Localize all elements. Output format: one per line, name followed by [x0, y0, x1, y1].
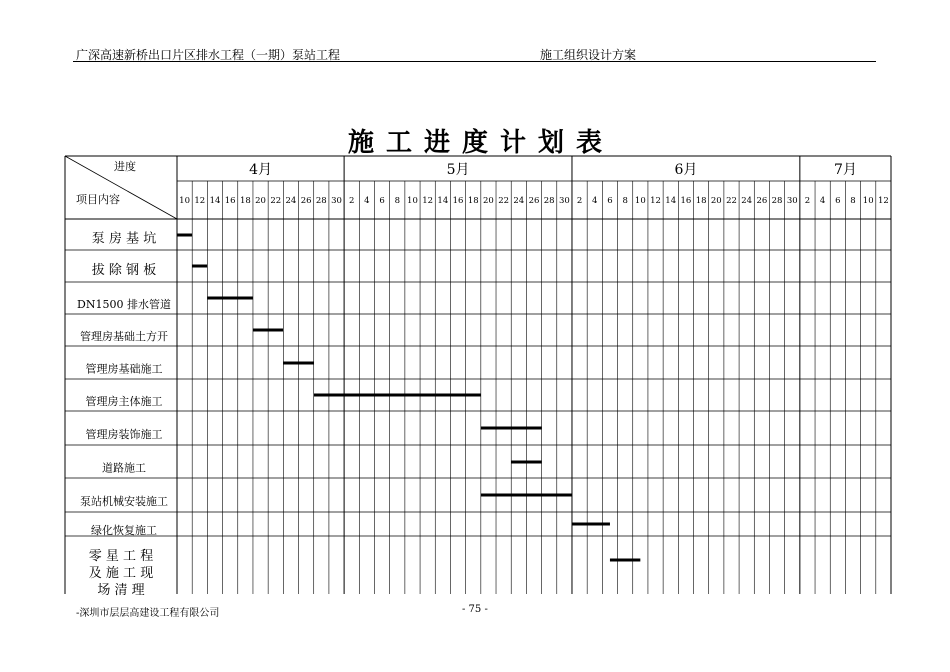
header-project-name: 广深高速新桥出口片区排水工程（一期）泵站工程	[76, 48, 341, 62]
month-label: 5月	[446, 162, 470, 178]
day-label: 2	[804, 196, 811, 206]
day-label: 4	[819, 196, 826, 206]
day-label: 20	[255, 196, 266, 206]
day-label: 26	[756, 196, 768, 206]
task-label: 泵 房 基 坑	[91, 231, 157, 247]
day-label: 12	[422, 196, 434, 206]
day-label: 16	[452, 196, 464, 206]
day-label: 4	[592, 196, 598, 206]
day-label: 2	[576, 196, 583, 206]
day-label: 8	[622, 196, 628, 206]
corner-progress-label: 进度	[114, 160, 136, 173]
day-label: 16	[680, 196, 692, 206]
task-label: 拔 除 钢 板	[91, 263, 157, 278]
day-label: 26	[528, 196, 540, 206]
month-label: 6月	[674, 162, 698, 178]
day-label: 30	[558, 196, 570, 206]
task-label: 管理房基础施工	[85, 362, 163, 376]
task-label-line: 及 施 工 现	[88, 566, 154, 581]
day-label: 18	[467, 196, 479, 206]
day-label: 24	[513, 196, 525, 206]
day-label: 28	[315, 196, 327, 206]
day-label: 24	[741, 196, 753, 206]
day-label: 28	[543, 196, 555, 206]
task-label-line: 场 清 理	[97, 583, 145, 598]
day-label: 4	[364, 196, 370, 206]
page-title: 施工进度计划表	[347, 128, 614, 158]
header-document-title: 施工组织设计方案	[540, 48, 637, 62]
day-label: 30	[786, 196, 798, 206]
task-label-line: 零 星 工 程	[88, 549, 154, 564]
day-label: 8	[394, 196, 400, 206]
day-label: 2	[348, 196, 355, 206]
day-label: 16	[224, 196, 236, 206]
day-label: 20	[710, 196, 722, 206]
day-label: 14	[209, 196, 221, 206]
day-label: 30	[331, 196, 342, 206]
day-label: 10	[407, 196, 418, 206]
day-label: 22	[726, 196, 737, 206]
day-label: 28	[771, 196, 783, 206]
day-label: 10	[179, 196, 191, 206]
day-label: 10	[862, 196, 874, 206]
day-label: 12	[650, 196, 661, 206]
month-label: 4月	[249, 162, 273, 178]
day-label: 22	[498, 196, 510, 206]
task-label: 管理房主体施工	[85, 395, 163, 408]
task-label: 泵站机械安装施工	[80, 495, 168, 508]
day-label: 20	[483, 196, 494, 206]
day-label: 14	[665, 196, 677, 206]
day-label: 8	[850, 196, 856, 206]
task-label: 道路施工	[102, 461, 146, 475]
day-label: 14	[437, 196, 449, 206]
day-label: 22	[270, 196, 282, 206]
footer-page-number: - 75 -	[462, 604, 488, 615]
day-label: 12	[877, 196, 889, 206]
footer-company: -深圳市层层高建设工程有限公司	[76, 608, 220, 619]
day-label: 6	[607, 196, 613, 206]
task-label: 管理房装饰施工	[85, 428, 163, 441]
corner-items-label: 项目内容	[76, 193, 120, 206]
task-label-multiline	[89, 549, 153, 598]
day-label: 6	[379, 196, 385, 206]
task-label: DN1500 排水管道	[77, 298, 171, 311]
day-label: 18	[695, 196, 707, 206]
day-label: 24	[285, 196, 297, 206]
day-label: 26	[300, 196, 312, 206]
day-label: 10	[634, 196, 646, 206]
task-label: 管理房基础土方开	[80, 330, 168, 343]
day-label: 6	[835, 196, 841, 206]
day-label: 12	[194, 196, 206, 206]
task-label: 绿化恢复施工	[91, 524, 157, 537]
month-label: 7月	[833, 162, 857, 178]
day-label: 18	[239, 196, 251, 206]
